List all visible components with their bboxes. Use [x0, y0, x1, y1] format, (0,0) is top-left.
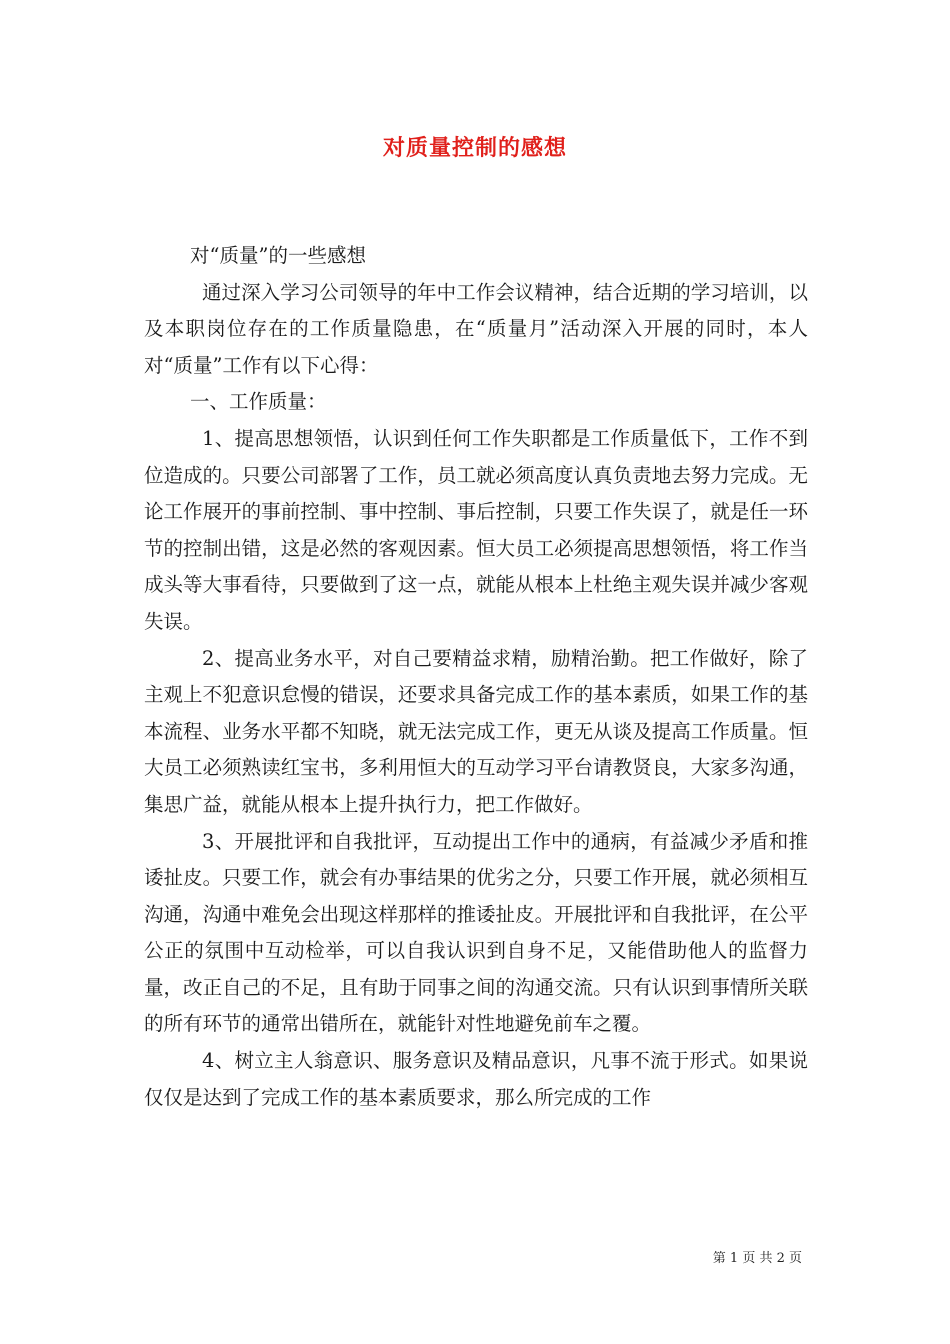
- paragraph-item-3: 3、开展批评和自我批评，互动提出工作中的通病，有益减少矛盾和推诿扯皮。只要工作，就会有办事结果的优劣之分，只要工作开展，就必须相互沟通，沟通中难免会出现这样那样的推诿扯皮。开展批评和自我批评，在公平公正的氛围中互动检举，可以自我认识到自身不足，又能借助他人的监督力量，改正自己的不足，且有助于同事之间的沟通交流。只有认识到事情所关联的所有环节的通常出错所在，就能针对性地避免前车之覆。: [144, 829, 808, 1036]
- paragraph-intro: 通过深入学习公司领导的年中工作会议精神，结合近期的学习培训，以及本职岗位存在的工作质量隐患，在“质量月”活动深入开展的同时，本人对“质量”工作有以下心得：: [144, 280, 808, 377]
- document-body: [144, 238, 808, 1116]
- paragraph-item-2: 2、提高业务水平，对自己要精益求精，励精治勤。把工作做好，除了主观上不犯意识怠慢的错误，还要求具备完成工作的基本素质，如果工作的基本流程、业务水平都不知晓，就无法完成工作，更无从谈及提高工作质量。恒大员工必须熟读红宝书，多利用恒大的互动学习平台请教贤良，大家多沟通，集思广益，就能从根本上提升执行力，把工作做好。: [144, 646, 808, 816]
- section-heading-work-quality: 一、工作质量：: [190, 390, 327, 414]
- paragraph-item-4: 4、树立主人翁意识、服务意识及精品意识，凡事不流于形式。如果说仅仅是达到了完成工作的基本素质要求，那么所完成的工作: [144, 1049, 808, 1109]
- document-title: 对质量控制的感想: [382, 135, 567, 161]
- page-number-footer: 第 1 页 共 2 页: [712, 1251, 802, 1266]
- document-subtitle: 对“质量”的一些感想: [190, 244, 366, 267]
- paragraph-item-1: 1、提高思想领悟，认识到任何工作失职都是工作质量低下，工作不到位造成的。只要公司部署了工作，员工就必须高度认真负责地去努力完成。无论工作展开的事前控制、事中控制、事后控制，只要工作失误了，就是任一环节的控制出错，这是必然的客观因素。恒大员工必须提高思想领悟，将工作当成头等大事看待，只要做到了这一点，就能从根本上杜绝主观失误并减少客观失误。: [144, 426, 808, 633]
